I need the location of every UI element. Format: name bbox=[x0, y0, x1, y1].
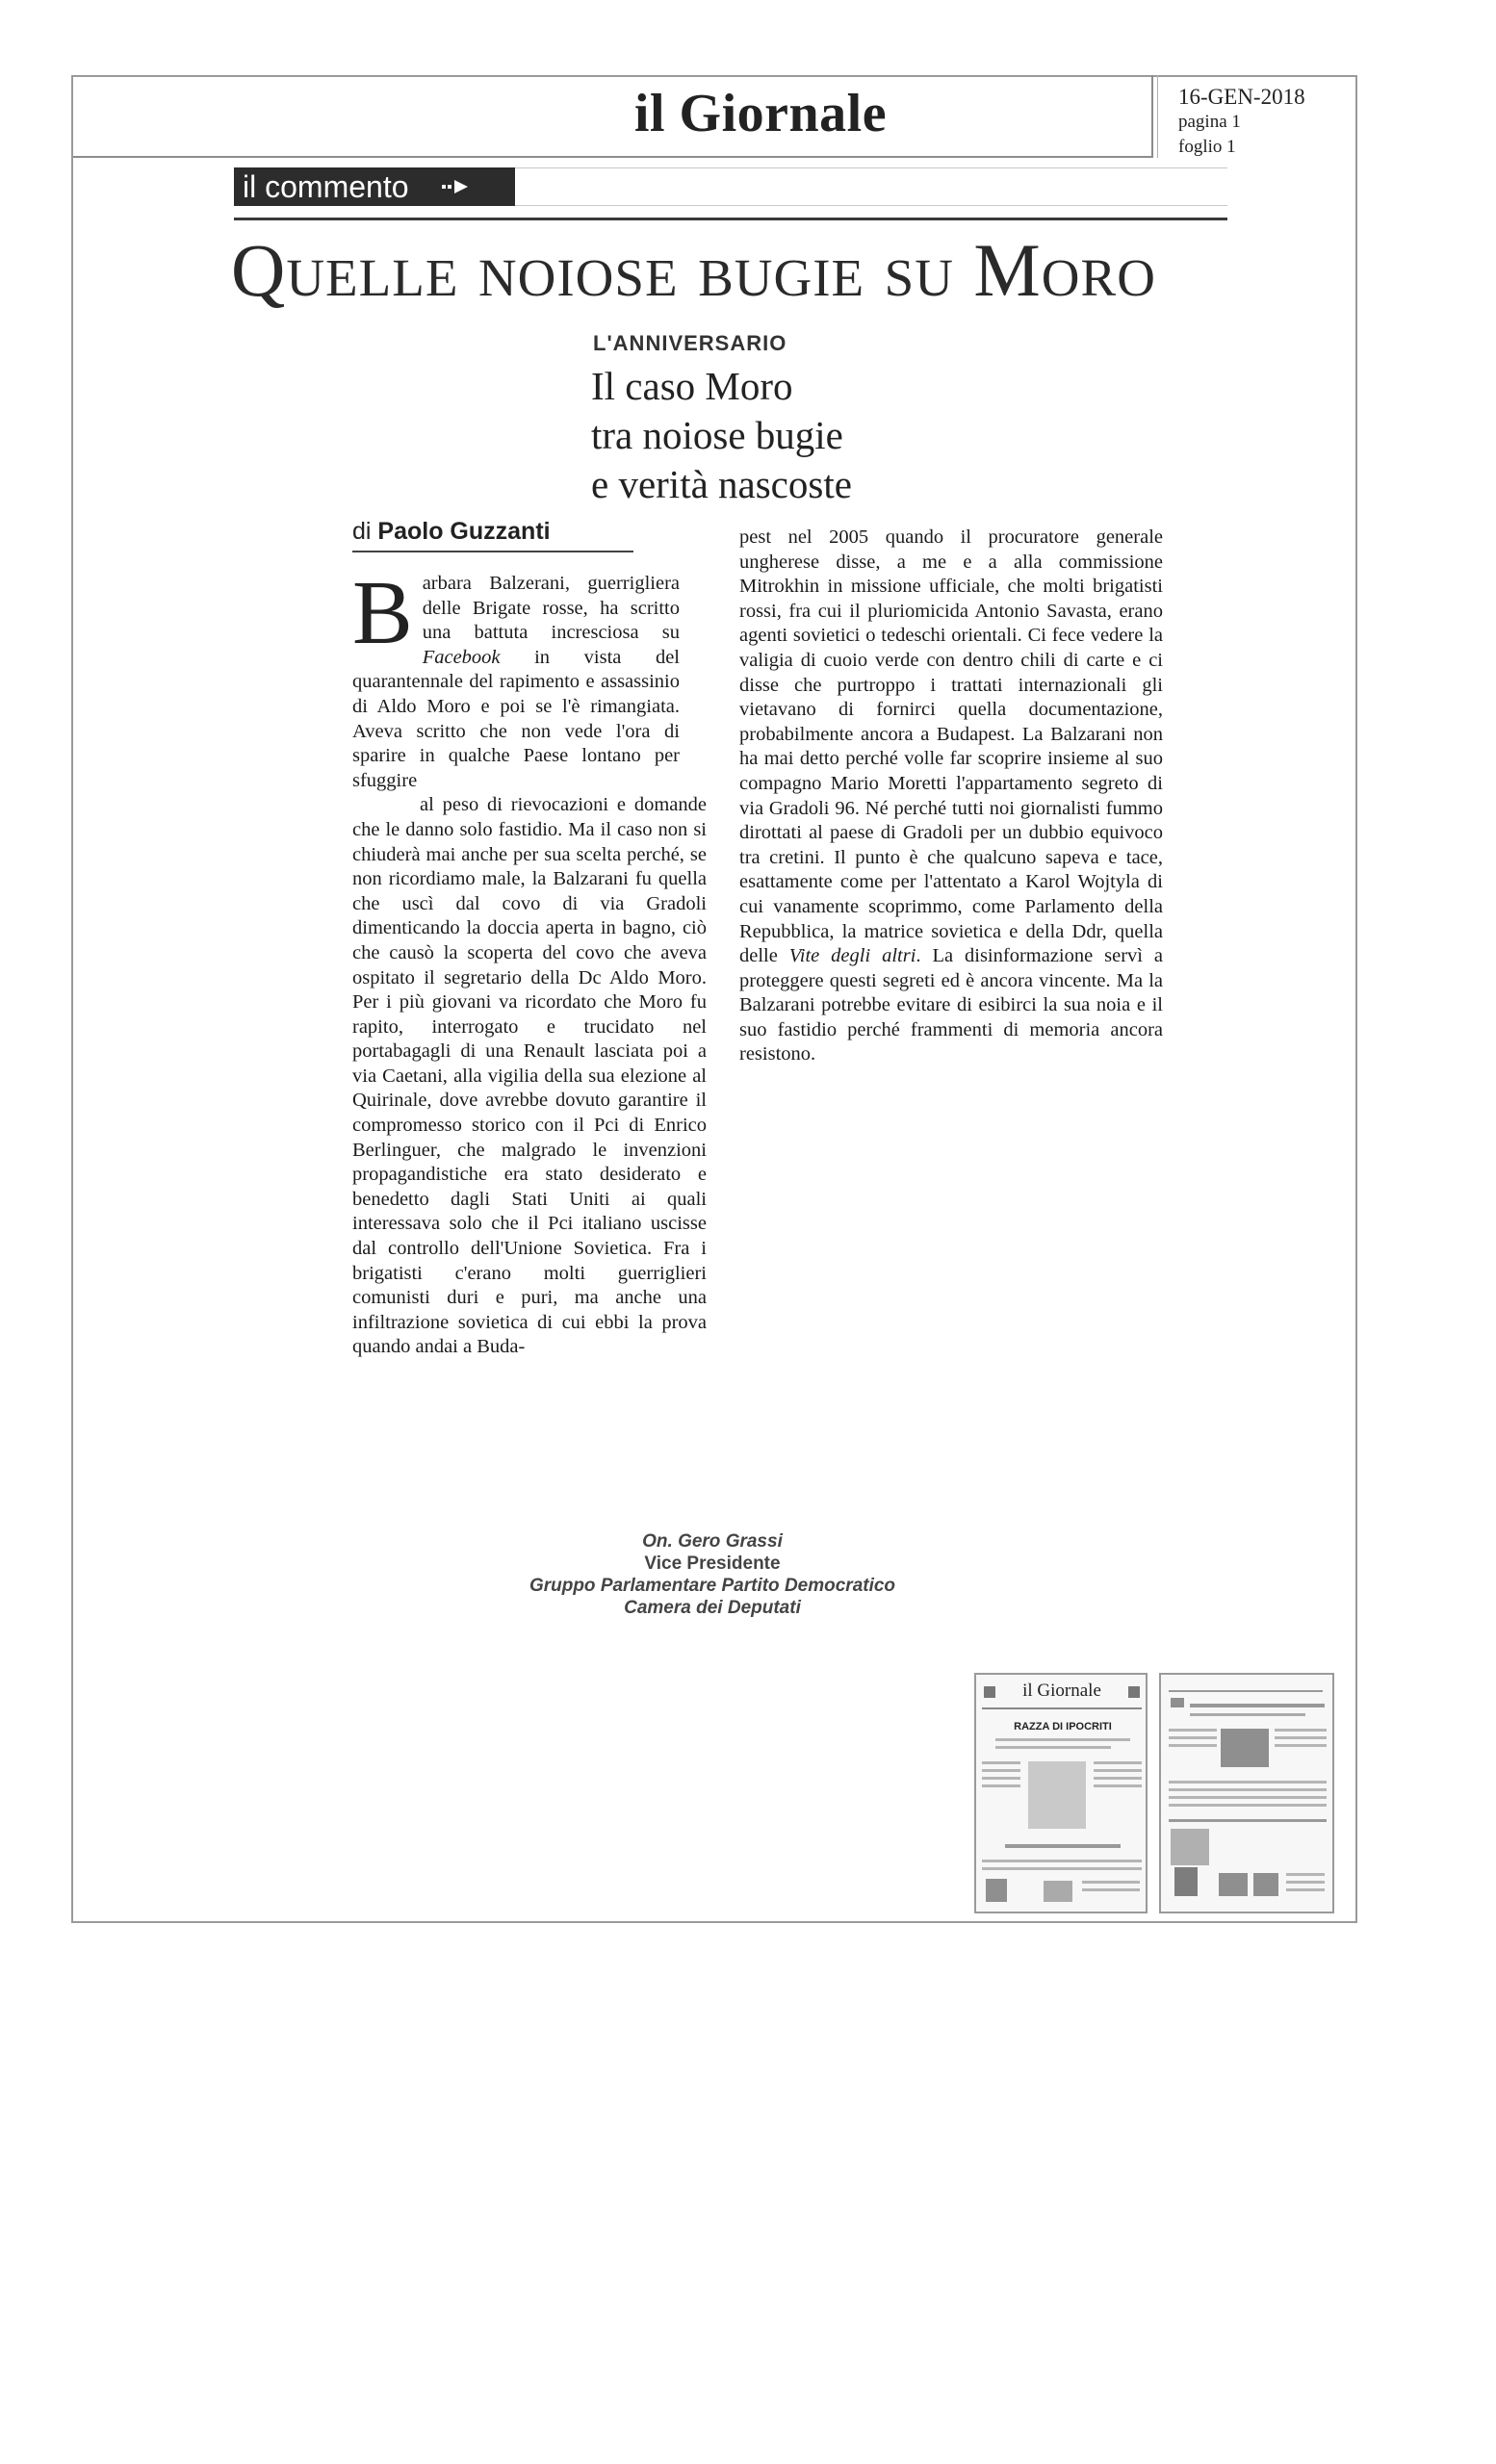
stamp bbox=[462, 1530, 963, 1619]
article-column-1 bbox=[352, 563, 707, 1360]
page-thumbnail bbox=[1159, 1673, 1334, 1913]
paragraph-text: pest nel 2005 quando il procuratore generale ungherese disse, a me e a alla commissione Mitrokhin in missione ufficiale, che molti brigatisti rossi, fra cui il pluriomicida Antonio Savasta, erano agenti sovietici o tedeschi orientali. Ci fece vedere la valigia di cuoio verde con dentro chili di carte e ci disse che purtroppo i trattati internazionali gli vietavano di fornirci quella documentazione, probabilmente ancora a Budapest. La Balzarani non ha mai detto perché volle far scoprire insieme al suo compagno Mario Moretti l'appartamento segreto di via Gradoli 96. Né perché tutti noi giornalisti fummo dirottati al paese di Gradoli per un dubbio equivoco tra cretini. Il punto è che qualcuno sapeva e tace, esattamente come per l'attentato a Karol Wojtyla di cui vanamente scoprimmo, come Parlamento della Repubblica, la matrice sovietica e della Ddr, quella delle bbox=[739, 526, 1163, 967]
emphasis-title: Vite degli altri bbox=[788, 945, 916, 967]
date-box bbox=[1178, 85, 1305, 160]
lead-paragraph bbox=[352, 563, 707, 793]
stamp-group: Gruppo Parlamentare Partito Democratico bbox=[529, 1576, 896, 1596]
lead-text-rest: in vista del quarantennale del rapimento e assassinio di Aldo Moro e poi se l'è rimangiata. Aveva scritto che non vede l'ora di sparire in qualche Paese lontano per sfuggire bbox=[352, 646, 680, 791]
thumbnail-photo bbox=[1171, 1829, 1209, 1865]
headline bbox=[591, 362, 995, 509]
stamp-chamber: Camera dei Deputati bbox=[624, 1598, 801, 1618]
paragraph-text-end: . La disinformazione servì a proteggere questi segreti ed è ancora vincente. Ma la Balzarani potrebbe evitare di esibirci la sua noia e il suo fastidio perché frammenti di memoria ancora resistono. bbox=[739, 945, 1163, 1065]
headline-line: tra noiose bugie bbox=[591, 413, 843, 457]
title-rule bbox=[234, 218, 1227, 220]
stamp-name: On. Gero Grassi bbox=[642, 1531, 783, 1552]
byline bbox=[352, 518, 551, 546]
paragraph: al peso di rievocazioni e domande che le danno solo fastidio. Ma il caso non si chiuderà mai anche per sua scelta perché, se non ricordiamo male, la Balzarani fu quella che uscì dal covo di via Gradoli dimenticando la doccia aperta in bagno, ciò che causò la scoperta del covo che aveva ospitato il segretario della Dc Aldo Moro. Per i più giovani va ricordato che Moro fu rapito, interrogato e trucidato nel portabagagli di una Renault lasciata poi a via Caetani, alla vigilia della sua elezione al Quirinale, dove avrebbe dovuto garantire il compromesso storico con il Pci di Enrico Berlinguer, che malgrado le invenzioni propagandistiche era stato desiderato e benedetto dagli Stati Uniti ai quali interessava solo che il Pci italiano uscisse dal controllo dell'Unione Sovietica. Fra i brigatisti c'erano molti guerriglieri comunisti duri e puri, ma anche una infiltrazione sovietica di cui ebbi la prova quando andai a Buda- bbox=[352, 794, 707, 1358]
section-rule bbox=[515, 167, 1227, 206]
page-number: pagina 1 bbox=[1178, 112, 1241, 132]
thumbnail-headline: RAZZA DI IPOCRITI bbox=[1014, 1721, 1112, 1732]
kicker: L'ANNIVERSARIO bbox=[593, 331, 787, 355]
arrow-icon bbox=[441, 177, 470, 196]
thumbnail-photo bbox=[986, 1879, 1007, 1902]
masthead: il Giornale bbox=[633, 84, 888, 143]
paragraph bbox=[739, 526, 1163, 1067]
byline-prefix: di bbox=[352, 518, 372, 545]
thumbnail-photo bbox=[1221, 1729, 1269, 1767]
thumbnail-photo bbox=[1028, 1761, 1086, 1829]
section-label: il commento bbox=[243, 169, 409, 204]
thumbnail-photo bbox=[1253, 1873, 1278, 1896]
date: 16-GEN-2018 bbox=[1178, 85, 1305, 109]
header-divider bbox=[1151, 75, 1153, 158]
header-rule bbox=[73, 156, 1151, 158]
drop-cap: B bbox=[352, 563, 413, 663]
main-title: Quelle noiose bugie su Moro bbox=[231, 228, 1156, 312]
headline-line: Il caso Moro bbox=[591, 364, 793, 408]
sheet-number: foglio 1 bbox=[1178, 137, 1236, 157]
stamp-role: Vice Presidente bbox=[644, 1553, 781, 1574]
byline-rule bbox=[352, 551, 633, 552]
front-page-thumbnail bbox=[974, 1673, 1148, 1913]
thumbnail-photo bbox=[1044, 1881, 1072, 1902]
thumbnail-masthead: il Giornale bbox=[1022, 1681, 1101, 1701]
article-column-2 bbox=[739, 526, 1163, 1067]
headline-line: e verità nascoste bbox=[591, 462, 852, 506]
lead-text: arbara Balzerani, guerrigliera delle Brigate rosse, ha scritto una battuta incresciosa su bbox=[422, 573, 680, 644]
thumbnail-photo bbox=[1174, 1867, 1198, 1896]
author-name: Paolo Guzzanti bbox=[377, 518, 551, 545]
lead-emphasis: Facebook bbox=[422, 646, 501, 668]
header-divider bbox=[1157, 75, 1158, 158]
thumbnail-photo bbox=[1219, 1873, 1248, 1896]
